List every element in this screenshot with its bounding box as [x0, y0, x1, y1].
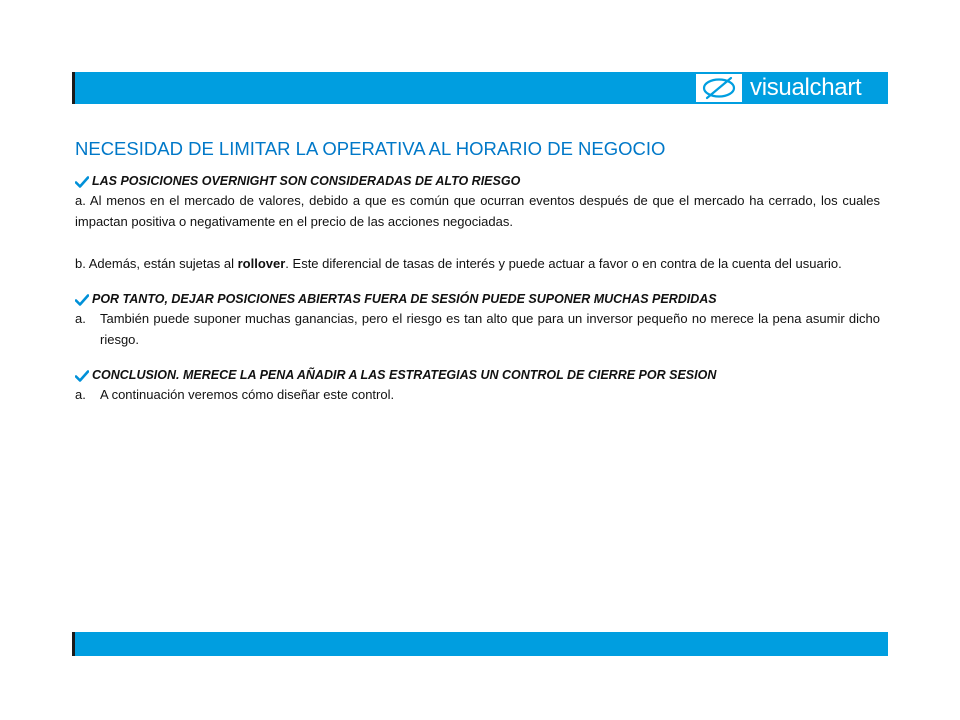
section-heading-text: POR TANTO, DEJAR POSICIONES ABIERTAS FUERA DE SESIÓN PUEDE SUPONER MUCHAS PERDIDAS [92, 292, 717, 306]
footer-band [72, 632, 888, 656]
rollover-term: rollover [237, 256, 286, 271]
section-heading-text: LAS POSICIONES OVERNIGHT SON CONSIDERADAS DE ALTO RIESGO [92, 174, 521, 188]
list-item [75, 384, 880, 405]
paragraph-b [75, 253, 880, 274]
visualchart-logo-icon [696, 74, 742, 102]
section-heading-overnight [75, 173, 880, 190]
paragraph-a: a. Al menos en el mercado de valores, debido a que es común que ocurran eventos después de que el mercado ha cerrado, los cuales impactan positiva o negativamente en el precio de las acciones negociadas. [75, 193, 880, 229]
header-band-edge [72, 72, 75, 104]
checkmark-icon [75, 294, 89, 306]
slide-title: NECESIDAD DE LIMITAR LA OPERATIVA AL HORARIO DE NEGOCIO [75, 138, 666, 159]
list-item [75, 308, 880, 350]
section-heading-perdidas [75, 291, 880, 308]
paragraph-b-end: . Este diferencial de tasas de interés y puede actuar a favor o en contra de la cuenta del usuario. [285, 256, 842, 271]
checkmark-icon [75, 176, 89, 188]
brand-name: visualchart [750, 74, 862, 101]
slide-content [75, 137, 880, 405]
footer-band-edge [72, 632, 75, 656]
brand-logo [696, 74, 861, 102]
paragraph-b-start: b. Además, están sujetas al [75, 256, 238, 271]
checkmark-icon [75, 370, 89, 382]
list-letter: a. [75, 387, 86, 402]
list-text: También puede suponer muchas ganancias, pero el riesgo es tan alto que para un inversor pequeño no merece la pena asumir dicho riesgo. [100, 311, 880, 347]
list-letter: a. [75, 311, 86, 326]
section-heading-conclusion [75, 367, 880, 384]
section-heading-text: CONCLUSION. MERECE LA PENA AÑADIR A LAS ESTRATEGIAS UN CONTROL DE CIERRE POR SESION [92, 368, 717, 382]
list-text: A continuación veremos cómo diseñar este control. [100, 387, 395, 402]
